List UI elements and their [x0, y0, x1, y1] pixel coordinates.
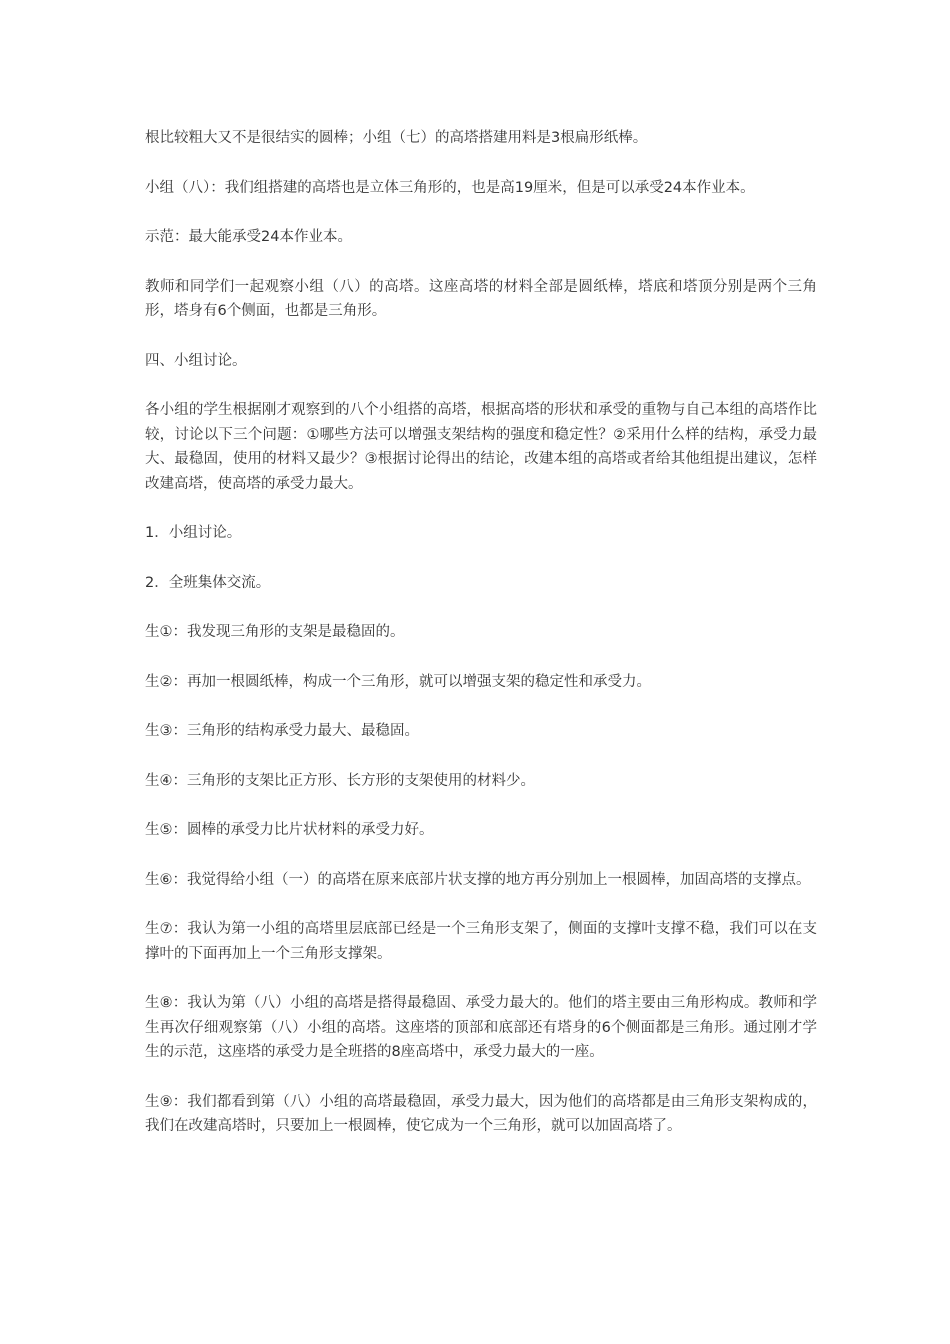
- student-response: 生⑦：我认为第一小组的高塔里层底部已经是一个三角形支架了，侧面的支撑叶支撑不稳，我们可以在支撑叶的下面再加上一个三角形支撑架。: [145, 921, 817, 962]
- list-item: 1．小组讨论。: [145, 525, 242, 541]
- paragraph: 示范：最大能承受24本作业本。: [145, 229, 352, 245]
- paragraph: 根比较粗大又不是很结实的圆棒；小组（七）的高塔搭建用料是3根扁形纸棒。: [145, 130, 648, 146]
- section-heading: 四、小组讨论。: [145, 352, 247, 369]
- student-response: 生⑨：我们都看到第（八）小组的高塔最稳固，承受力最大，因为他们的高塔都是由三角形支架构成的，我们在改建高塔时，只要加上一根圆棒，使它成为一个三角形，就可以加固高塔了。: [145, 1093, 817, 1134]
- student-response: 生⑧：我认为第（八）小组的高塔是搭得最稳固、承受力最大的。他们的塔主要由三角形构成。教师和学生再次仔细观察第（八）小组的高塔。这座塔的顶部和底部还有塔身的6个侧面都是三角形。通过刚才学生的示范，这座塔的承受力是全班搭的8座高塔中，承受力最大的一座。: [145, 995, 817, 1060]
- student-response: 生①：我发现三角形的支架是最稳固的。: [145, 624, 405, 640]
- paragraph: 小组（八）：我们组搭建的高塔也是立体三角形的，也是高19厘米，但是可以承受24本作业本。: [145, 179, 755, 196]
- list-item: 2．全班集体交流。: [145, 574, 271, 591]
- student-response: 生④：三角形的支架比正方形、长方形的支架使用的材料少。: [145, 772, 535, 789]
- document-body: [145, 126, 817, 1164]
- paragraph: 教师和同学们一起观察小组（八）的高塔。这座高塔的材料全部是圆纸棒，塔底和塔顶分别是两个三角形，塔身有6个侧面，也都是三角形。: [145, 278, 817, 319]
- student-response: 生②：再加一根圆纸棒，构成一个三角形，就可以增强支架的稳定性和承受力。: [145, 673, 651, 690]
- student-response: 生⑥：我觉得给小组（一）的高塔在原来底部片状支撑的地方再分别加上一根圆棒，加固高塔的支撑点。: [145, 871, 811, 888]
- student-response: 生③：三角形的结构承受力最大、最稳固。: [145, 723, 419, 739]
- paragraph: 各小组的学生根据刚才观察到的八个小组搭的高塔，根据高塔的形状和承受的重物与自己本组的高塔作比较，讨论以下三个问题：①哪些方法可以增强支架结构的强度和稳定性？②采用什么样的结构，承受力最大、最稳固，使用的材料又最少？③根据讨论得出的结论，改建本组的高塔或者给其他组提出建议，怎样改建高塔，使高塔的承受力最大。: [145, 402, 817, 492]
- student-response: 生⑤：圆棒的承受力比片状材料的承受力好。: [145, 822, 434, 838]
